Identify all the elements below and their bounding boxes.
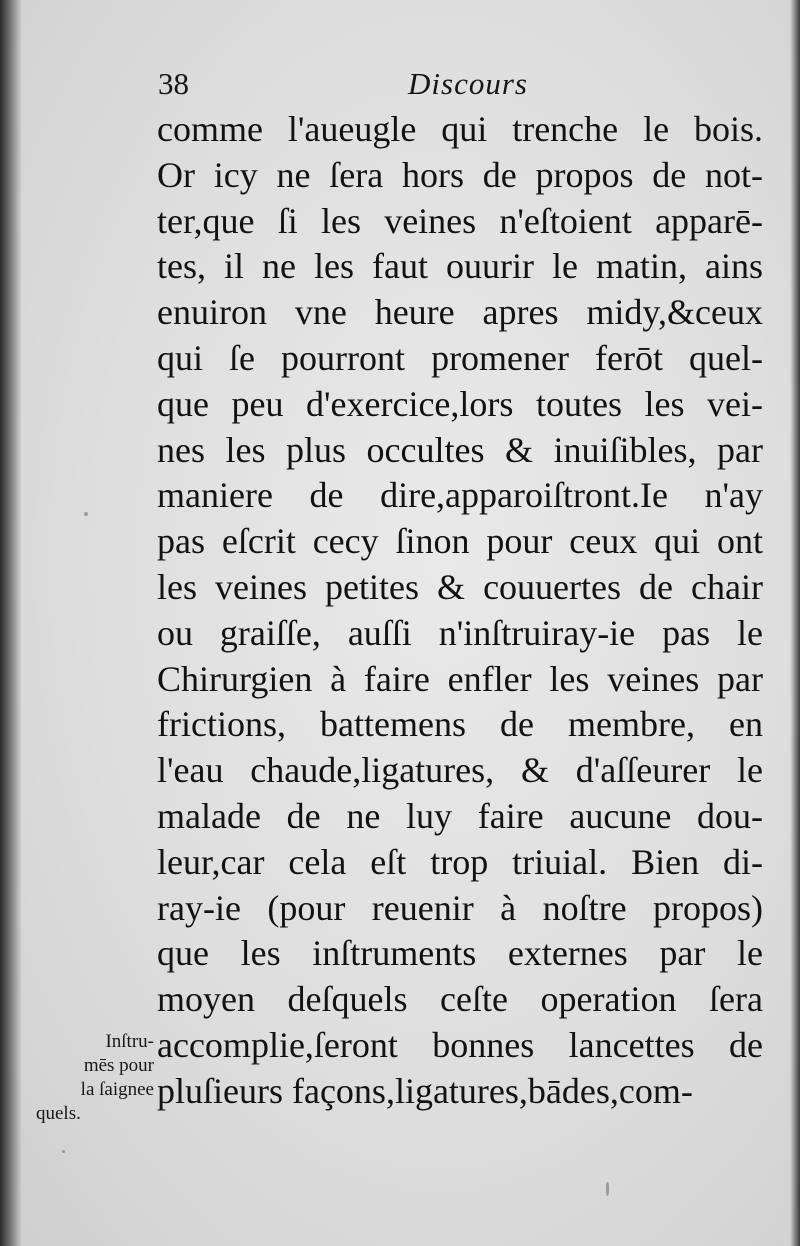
text-line: ray-ie (pour reuenir à noſtre propos) xyxy=(157,887,763,928)
text-line: Or icy ne ſera hors de propos de not- xyxy=(157,154,763,195)
text-line: l'eau chaude,ligatures, & d'aſſeurer le xyxy=(157,750,763,791)
text-line: que peu d'exercice,lors toutes les vei- xyxy=(157,383,763,424)
text-line: ou graiſſe, auſſi n'inſtruiray-ie pas le xyxy=(157,612,763,653)
text-line: enuiron vne heure apres midy,&ceux xyxy=(157,292,763,333)
text-line: comme l'aueugle qui trenche le bois. xyxy=(157,109,763,149)
paper-speck xyxy=(62,1150,65,1153)
text-line: Chirurgien à faire enfler les veines par xyxy=(157,658,763,699)
running-head: Discours xyxy=(408,66,528,101)
page-number: 38 xyxy=(158,66,189,101)
paper-speck xyxy=(84,512,88,516)
margin-note-line: quels. xyxy=(36,1103,81,1124)
text-line: qui ſe pourront promener ferōt quel- xyxy=(157,337,763,378)
text-line: ter,que ſi les veines n'eſtoient apparē- xyxy=(157,200,763,241)
text-line: nes les plus occultes & inuiſibles, par xyxy=(157,429,763,470)
margin-note xyxy=(36,1030,154,1126)
text-line: leur,car cela eſt trop triuial. Bien di- xyxy=(157,841,763,882)
text-line: malade de ne luy faire aucune dou- xyxy=(157,795,763,836)
text-line: accomplie,ſeront bonnes lancettes de xyxy=(157,1024,763,1065)
body-text xyxy=(157,107,763,1115)
margin-note-line: la ſaignee xyxy=(80,1079,154,1100)
text-line: maniere de dire,apparoiſtront.Ie n'ay xyxy=(157,475,763,516)
text-line: pas eſcrit cecy ſinon pour ceux qui ont xyxy=(157,521,763,562)
text-line: pluſieurs façons,ligatures,bādes,com- xyxy=(157,1070,693,1111)
text-line: frictions, battemens de membre, en xyxy=(157,704,763,745)
paper-speck xyxy=(606,1182,609,1196)
page-header xyxy=(158,66,758,110)
text-line: tes, il ne les faut ouurir le matin, ains xyxy=(157,246,763,287)
margin-note-line: Inſtru- xyxy=(105,1031,154,1052)
text-line: les veines petites & couuertes de chair xyxy=(157,566,763,607)
margin-note-line: mēs pour xyxy=(83,1055,154,1076)
text-line: que les inſtruments externes par le xyxy=(157,933,763,974)
text-line: moyen deſquels ceſte operation ſera xyxy=(157,979,763,1020)
binding-shadow xyxy=(0,0,22,1246)
page-edge-shadow xyxy=(790,0,800,1246)
